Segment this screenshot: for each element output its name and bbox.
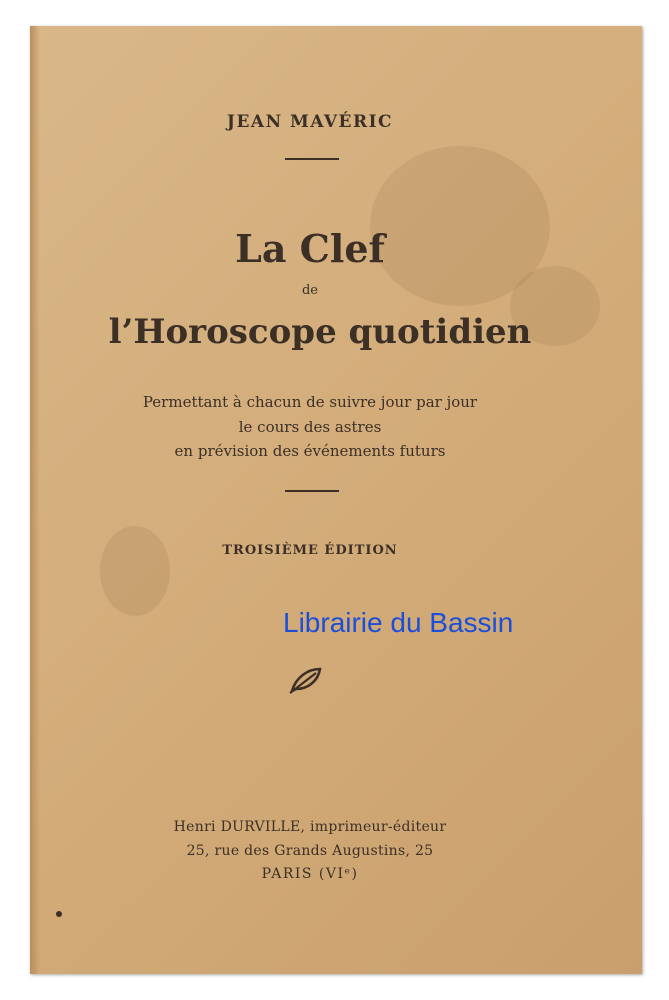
description-line: le cours des astres [238, 418, 382, 436]
edition-label: TROISIÈME ÉDITION [222, 543, 398, 558]
divider-top [285, 158, 339, 160]
ink-spot [56, 911, 62, 917]
book-cover [30, 26, 642, 974]
publisher-line: Henri DURVILLE, imprimeur-éditeur [173, 819, 447, 835]
publisher-address: 25, rue des Grands Augustins, 25 [186, 843, 434, 859]
divider-middle [285, 490, 339, 492]
author-name: JEAN MAVÉRIC [226, 112, 394, 132]
bookseller-watermark: Librairie du Bassin [283, 607, 514, 638]
description-line: Permettant à chacun de suivre jour par jour [142, 393, 478, 411]
title-line-1: La Clef [235, 226, 385, 271]
description-line: en prévision des événements futurs [174, 442, 446, 460]
title-line-2: l’Horoscope quotidien [108, 312, 532, 352]
publisher-city: PARIS (VIᵉ) [261, 866, 359, 882]
title-connector: de [301, 283, 318, 298]
paper-stain [100, 526, 170, 616]
leaf-emblem-icon [288, 665, 324, 695]
